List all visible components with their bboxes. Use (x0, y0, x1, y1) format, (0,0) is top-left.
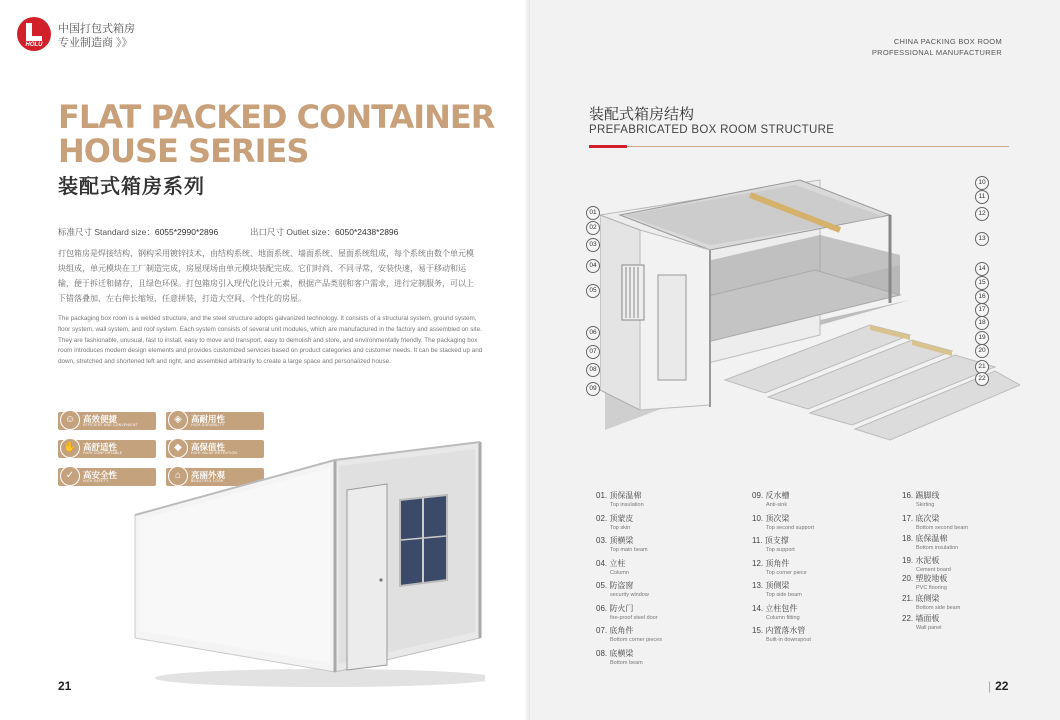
standard-size (58, 226, 218, 238)
standard-size-label: 标准尺寸 Standard size： (58, 227, 155, 237)
legend-en: Top support (766, 547, 795, 553)
callout-10: 10 (975, 176, 989, 190)
legend-en: Cement board (916, 567, 951, 573)
person-icon: ☺ (60, 410, 80, 430)
page-number-value: 22 (995, 679, 1009, 693)
legend-column-2 (752, 490, 902, 648)
legend-item (752, 535, 902, 558)
section-accent (589, 145, 627, 148)
callout-05: 05 (586, 284, 600, 298)
legend-item (596, 580, 746, 603)
feature-sublabel: EFFICIENT AND CONVENIENT (83, 423, 138, 427)
legend-cn: 18. 底保温棉 (902, 533, 948, 543)
callout-01: 01 (586, 206, 600, 220)
section-title-en: PREFABRICATED BOX ROOM STRUCTURE (589, 124, 835, 136)
legend-cn: 06. 防火门 (596, 603, 634, 613)
exploded-structure-diagram (600, 175, 1020, 495)
legend-item (902, 555, 1052, 573)
title-line2: HOUSE SERIES (58, 132, 309, 170)
legend-item (902, 490, 1052, 513)
feature-label: 高耐用性 (191, 414, 226, 424)
legend-item (596, 490, 746, 513)
feature-label: 亮丽外观 (191, 470, 226, 480)
callout-11: 11 (975, 190, 989, 204)
callout-13: 13 (975, 232, 989, 246)
callout-21: 21 (975, 360, 989, 374)
feature-sublabel: BEAUTIFUL LOOK (191, 479, 224, 483)
legend-en: Top skin (610, 524, 631, 531)
title-line1: FLAT PACKED CONTAINER (58, 98, 495, 136)
legend-en: Column (610, 569, 629, 576)
legend-en: Top insulation (610, 502, 644, 508)
legend-cn: 05. 防盗窗 (596, 581, 634, 590)
callout-15: 15 (975, 276, 989, 290)
legend-cn: 04. 立柱 (596, 558, 626, 568)
callout-03: 03 (586, 238, 600, 252)
header-line1: CHINA PACKING BOX ROOM (893, 37, 1002, 46)
feature-label: 高效便捷 (83, 414, 118, 424)
legend-cn: 16. 踢脚线 (902, 491, 940, 500)
feature-sublabel: HIGH DURABILITY (191, 423, 225, 427)
diamond-icon: ◆ (168, 438, 188, 458)
standard-size-value: 6055*2990*2896 (154, 227, 219, 237)
legend-cn: 14. 立柱包件 (752, 603, 798, 613)
page-number-right: | 22 (988, 679, 1009, 693)
logo-brand-text: HOLU (25, 42, 43, 48)
legend-cn: 07. 底角件 (596, 626, 634, 635)
legend-en: Top corner piece (766, 569, 807, 576)
legend-cn: 11. 顶支撑 (752, 536, 789, 545)
callout-16: 16 (975, 290, 989, 304)
legend-en: Top main beam (610, 547, 648, 553)
legend-cn: 22. 墙面板 (902, 614, 940, 623)
legend-en: PVC flooring (916, 585, 947, 591)
legend-en: Bottom beam (610, 659, 643, 666)
house-icon: ⌂ (168, 466, 188, 486)
legend-item (596, 558, 746, 581)
legend-en: Bottom second beam (916, 524, 968, 531)
legend-cn: 08. 底横梁 (596, 648, 634, 658)
shield-icon: ◈ (168, 410, 188, 430)
logo-line2: 专业制造商 》》 (58, 37, 133, 49)
series-title (58, 100, 494, 168)
legend-item (752, 558, 902, 581)
legend-en: Anti-sink (766, 502, 788, 508)
legend-cn: 12. 顶角件 (752, 558, 790, 568)
legend-item (596, 603, 746, 626)
feature-sublabel: HIGH SAFETY (83, 479, 109, 483)
legend-en: Column fitting (766, 614, 800, 621)
logo-line1: 中国打包式箱房 (58, 23, 135, 35)
legend-cn: 20. 塑胶地板 (902, 574, 948, 583)
legend-item (752, 580, 902, 603)
callout-20: 20 (975, 344, 989, 358)
legend-item (902, 513, 1052, 531)
lock-icon: ✓ (60, 466, 80, 486)
legend-en: Skirting (916, 502, 935, 508)
outlet-size (250, 226, 398, 238)
legend-item (596, 625, 746, 648)
legend-en: Bottom side beam (916, 605, 961, 611)
hand-icon: ✋ (60, 438, 80, 458)
legend-cn: 02. 顶蒙皮 (596, 513, 634, 523)
feature-sublabel: HIGH VALUE RETENTION (191, 451, 238, 455)
callout-09: 09 (586, 382, 600, 396)
series-title-cn: 装配式箱房系列 (58, 176, 205, 198)
legend-item (902, 533, 1052, 556)
legend-en: Wall panel (916, 625, 942, 631)
callout-22: 22 (975, 372, 989, 386)
header-line2: PROFESSIONAL MANUFACTURER (871, 48, 1002, 57)
outlet-size-value: 6050*2438*2896 (335, 227, 399, 237)
callout-14: 14 (975, 262, 989, 276)
legend-item (596, 535, 746, 558)
legend-item (902, 593, 1052, 613)
callout-04: 04 (586, 259, 600, 273)
legend-cn: 10. 顶次梁 (752, 513, 790, 523)
description-en: The packaging box room is a welded structure, and the steel structure adopts galvanized technology. It consists of a structural system, ground system, floor system, wall system, and roof system. Each system consists of several unit modules, which are manufactured in the factory and assembled on site. They are fashionable, unusual, fast to install, easy to move and transport, easy to demolish and store, and environmentally friendly. The packaging box room introduces modern design elements and provides customized services based on product categories and customer needs. It can be stacked up and down, stretched and shortened left and right, and assembled arbitrarily to create a large space and personalized house. (58, 315, 483, 366)
callout-12: 12 (975, 207, 989, 221)
callout-17: 17 (975, 303, 989, 317)
legend-en: Built-in downspout (766, 637, 811, 643)
legend-cn: 21. 底侧梁 (902, 594, 940, 603)
feature-sublabel: HIGH COMFORTABLE (83, 451, 123, 455)
feature-label: 高安全性 (83, 470, 118, 480)
legend-item (902, 573, 1052, 593)
legend-item (752, 513, 902, 536)
callout-18: 18 (975, 316, 989, 330)
callout-19: 19 (975, 331, 989, 345)
feature-label: 高保值性 (191, 442, 226, 452)
brand-logo (17, 17, 51, 51)
legend-cn: 01. 顶保温棉 (596, 491, 642, 500)
legend-cn: 09. 反水槽 (752, 491, 790, 500)
section-title-cn: 装配式箱房结构 (589, 106, 695, 123)
legend-column-1 (596, 490, 746, 670)
section-rule (589, 146, 1009, 147)
legend-en: Top second support (766, 524, 815, 531)
legend-en: security window (610, 592, 649, 598)
description-cn: 打包箱房是焊接结构，钢构采用镀锌技术，由结构系统、地面系统、墙面系统、屋面系统组成，每个系统由数个单元模块组成，单元模块在工厂制造完成，房屋现场由单元模块装配完成。它们时尚、不同寻常，安装快速，易于移动和运输，便于拆迁和储存，且绿色环保。打包箱房引入现代化设计元素，根据产品类别和客户需求，进行定制服务，可以上下错落叠加、左右伸长缩短，任意拼装，打造大空间、个性化的房屋。 (58, 249, 474, 303)
legend-item (902, 613, 1052, 636)
legend-en: fire-proof steel door (610, 614, 658, 621)
legend-en: Top side beam (766, 592, 802, 598)
outlet-size-label: 出口尺寸 Outlet size： (250, 227, 336, 237)
feature-label: 高舒适性 (83, 442, 118, 452)
callout-02: 02 (586, 221, 600, 235)
callout-07: 07 (586, 345, 600, 359)
legend-en: Bottom insulation (916, 544, 959, 551)
legend-en: Bottom corner pieces (610, 637, 662, 643)
page-number: 21 (58, 679, 72, 693)
legend-item (752, 603, 902, 626)
logo-caption (58, 22, 135, 50)
legend-cn: 03. 顶横梁 (596, 536, 634, 545)
legend-item (596, 513, 746, 536)
legend-column-3 (902, 490, 1052, 636)
legend-item (596, 648, 746, 671)
legend-cn: 17. 底次梁 (902, 513, 940, 523)
right-header (872, 36, 1002, 58)
legend-cn: 19. 水泥板 (902, 556, 940, 565)
container-house-image (125, 420, 485, 690)
legend-cn: 15. 内置落水管 (752, 626, 806, 635)
legend-item (752, 490, 902, 513)
callout-08: 08 (586, 363, 600, 377)
legend-item (752, 625, 902, 648)
legend-cn: 13. 顶侧梁 (752, 581, 790, 590)
callout-06: 06 (586, 326, 600, 340)
